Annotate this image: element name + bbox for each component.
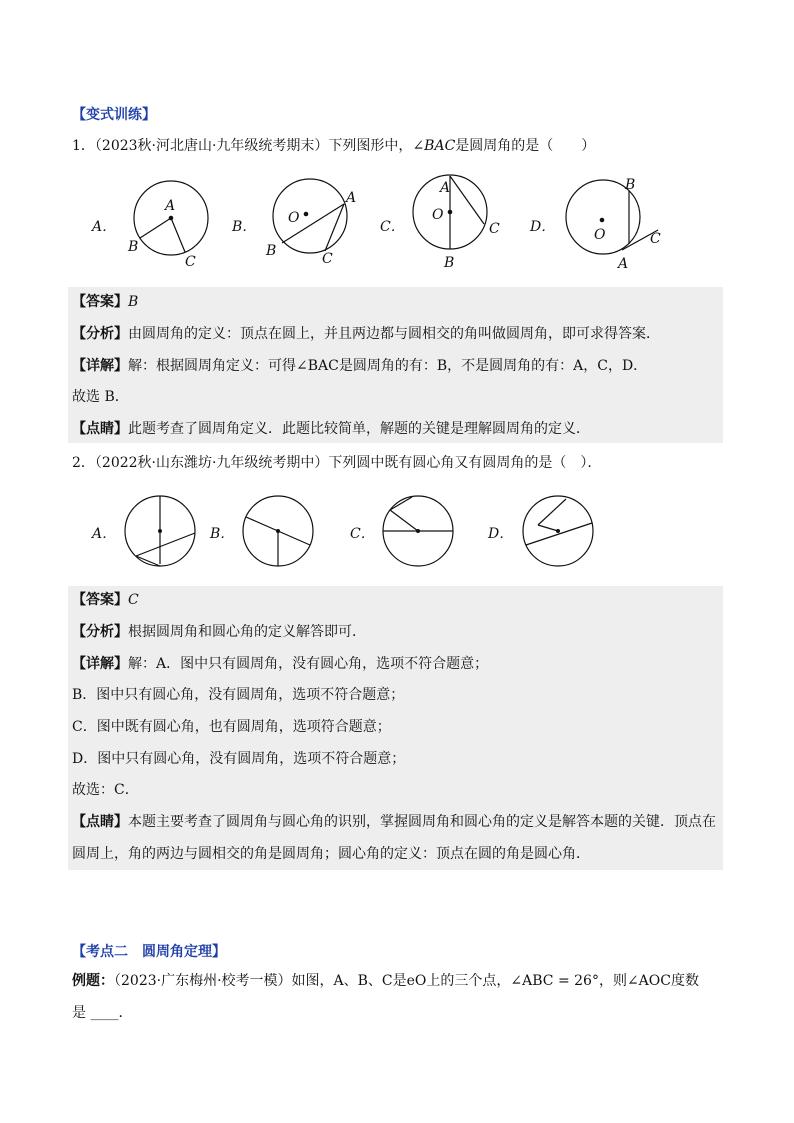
q1-option-d-label: D． [530,219,556,235]
q2-comment-line-2: 圆周上，角的两边与圆相交的角是圆周角；圆心角的定义：顶点在圆的角是圆心角． [72,846,590,862]
q1d-label-a: A [618,256,629,272]
q1-detail-line: 【详解】解：根据圆周角定义：可得∠BAC是圆周角的有：B，不是圆周角的有：A，C，D． [72,358,648,374]
q1-figure-c [404,172,514,272]
q1d-label-c: C [650,231,661,247]
question-1-angle: ∠BAC [412,138,456,154]
q2-analysis-line: 【分析】根据圆周角和圆心角的定义解答即可． [72,624,366,640]
q2-detail-line-1: 【详解】解：A．图中只有圆周角，没有圆心角，选项不符合题意； [72,656,489,672]
q2-option-a-label: A． [92,526,117,542]
q2-figure-b [240,493,320,573]
question-1-stem [72,135,595,155]
q1-option-c-label: C． [380,219,405,235]
q1-comment-line: 【点睛】此题考查了圆周角定义．此题比较简单，解题的关键是理解圆周角的定义． [72,421,590,437]
q2-figure-d [520,493,600,573]
q1c-label-b: B [444,255,455,271]
q1-answer: B [128,294,139,310]
example-line-1: 例题：（2023·广东梅州·校考一模）如图，A、B、C是eO上的三个点，∠ABC = 26°，则∠AOC度数 [72,973,699,989]
q1c-label-c: C [489,221,500,237]
q2-answer-line: 【答案】C [72,592,139,608]
q2-detail-line-3: C．图中既有圆心角，也有圆周角，选项符合题意； [72,719,391,735]
q2-detail-line-4: D．图中只有圆心角，没有圆周角，选项不符合题意； [72,751,406,767]
q2-option-d-label: D． [488,526,514,542]
q1b-label-a: A [346,190,357,206]
q2-comment-line-1: 【点睛】本题主要考查了圆周角与圆心角的识别，掌握圆周角和圆心角的定义是解答本题的关键．顶点在 [72,814,716,830]
q1-choose-line: 故选 B． [72,389,129,405]
q1-figure-b [258,172,368,272]
question-1-prefix: 1．（2023秋·河北唐山·九年级统考期末）下列图形中， [72,138,413,154]
question-1-suffix: 是圆周角的是（ ） [455,138,596,154]
section-header-variant-training: 【变式训练】 [72,107,156,123]
q1c-label-o: O [432,207,444,223]
q2-answer: C [128,592,139,608]
q2-choose-line: 故选：C． [72,782,139,798]
q2-option-c-label: C． [350,526,375,542]
example-line-2: 是 ____． [72,1005,133,1021]
q2-option-b-label: B． [210,526,235,542]
q1-figure-a [118,172,218,272]
q1a-label-a: A [165,198,176,214]
q1b-label-o: O [288,210,300,226]
q2-detail-line-2: B．图中只有圆心角，没有圆周角，选项不符合题意； [72,687,405,703]
q1-figure-d [558,172,678,272]
q1-option-b-label: B． [232,219,257,235]
q1d-label-o: O [594,227,606,243]
q1a-label-b: B [128,239,139,255]
q1c-label-a: A [440,180,451,196]
q1-answer-line: 【答案】B [72,294,139,310]
q2-figure-c [380,493,460,573]
q1b-label-b: B [266,243,277,259]
q1-option-a-label: A． [92,219,117,235]
question-2-stem: 2．（2022秋·山东潍坊·九年级统考期中）下列圆中既有圆心角又有圆周角的是（ ）． [72,455,602,471]
section-header-inscribed-angle-theorem: 【考点二 圆周角定理】 [72,944,226,960]
q1b-label-c: C [322,251,333,267]
q1-analysis-line: 【分析】由圆周角的定义：顶点在圆上，并且两边都与圆相交的角叫做圆周角，即可求得答案． [72,326,660,342]
q2-figure-a [122,493,202,573]
q1a-label-c: C [185,254,196,270]
q1d-label-b: B [625,177,636,193]
